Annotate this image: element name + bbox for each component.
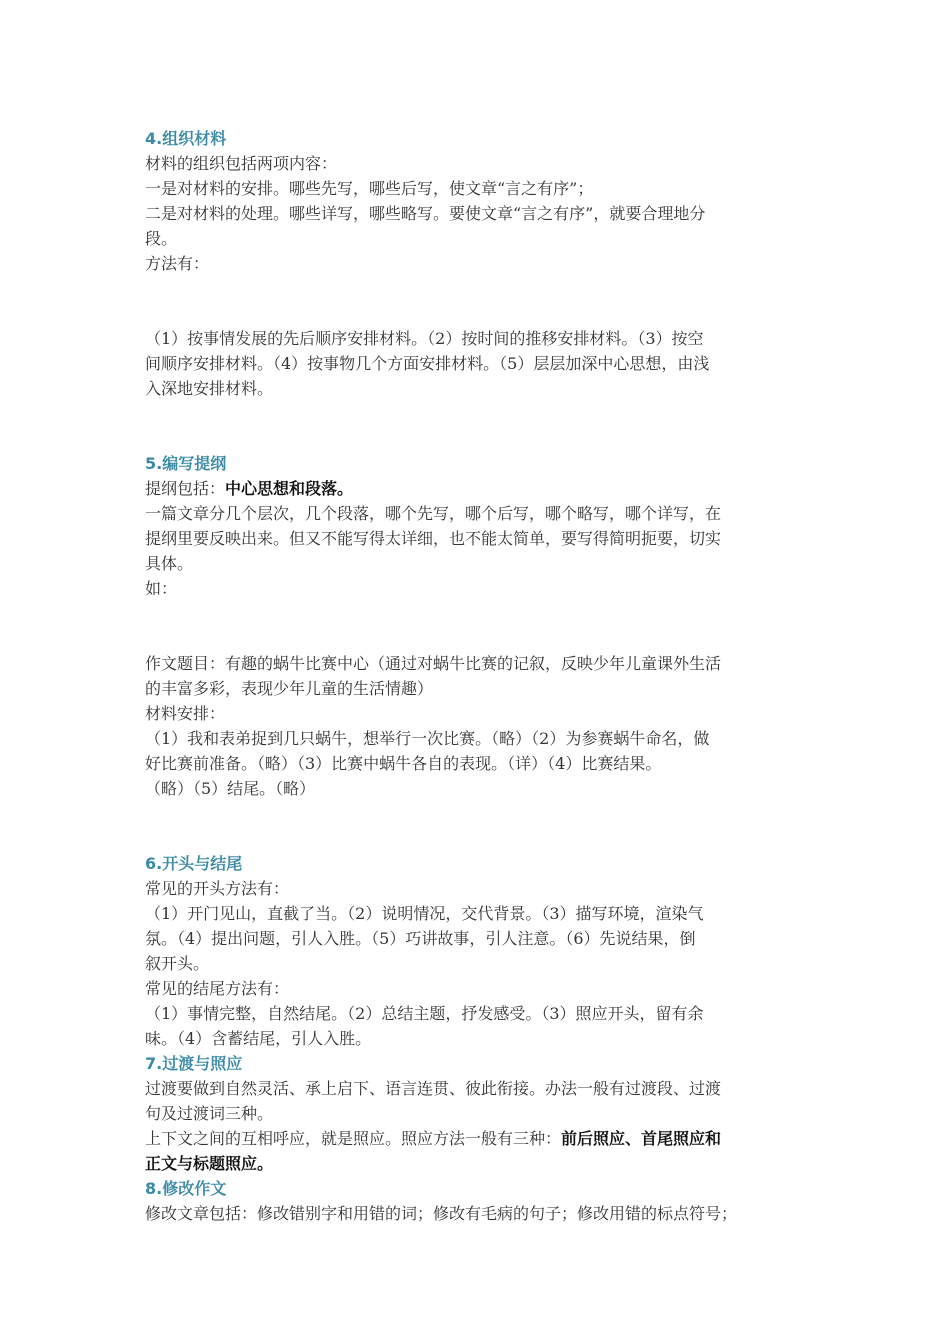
paragraph-line: 修改文章包括：修改错别字和用错的词；修改有毛病的句子；修改用错的标点符号；	[145, 1204, 738, 1223]
paragraph-line: 具体。	[145, 554, 194, 573]
echo-line-2	[145, 1151, 813, 1176]
section-heading-7: 7.过渡与照应	[145, 1054, 243, 1073]
section-heading-8: 8.修改作文	[145, 1179, 227, 1198]
paragraph-line: 作文题目：有趣的蜗牛比赛中心（通过对蜗牛比赛的记叙，反映少年儿童课外生活	[145, 654, 722, 673]
paragraph-line: 材料的组织包括两项内容：	[145, 154, 338, 173]
echo-bold-2: 正文与标题照应。	[145, 1154, 274, 1173]
paragraph-line: 如：	[145, 579, 178, 598]
paragraph-line: （1）我和表弟捉到几只蜗牛，想举行一次比赛。（略）（2）为参赛蜗牛命名，做	[145, 729, 710, 748]
section-heading-5: 5.编写提纲	[145, 454, 227, 473]
paragraph-line: 过渡要做到自然灵活、承上启下、语言连贯、彼此衔接。办法一般有过渡段、过渡	[145, 1079, 722, 1098]
paragraph-line: 二是对材料的处理。哪些详写，哪些略写。要使文章“言之有序”，就要合理地分	[145, 204, 706, 223]
paragraph-line: （略）（5）结尾。（略）	[145, 779, 316, 798]
paragraph-line: 一是对材料的安排。哪些先写，哪些后写，使文章“言之有序”；	[145, 179, 594, 198]
paragraph-line: 的丰富多彩，表现少年儿童的生活情趣）	[145, 679, 434, 698]
paragraph-line: 间顺序安排材料。（4）按事物几个方面安排材料。（5）层层加深中心思想，由浅	[145, 354, 710, 373]
document-body	[145, 126, 813, 1226]
section-heading-6: 6.开头与结尾	[145, 854, 243, 873]
paragraph-line: 叙开头。	[145, 954, 210, 973]
outline-line	[145, 476, 813, 501]
paragraph-line: 常见的开头方法有：	[145, 879, 290, 898]
section-heading-4: 4.组织材料	[145, 129, 227, 148]
paragraph-line: 常见的结尾方法有：	[145, 979, 290, 998]
paragraph-line: 一篇文章分几个层次，几个段落，哪个先写，哪个后写，哪个略写，哪个详写，在	[145, 504, 722, 523]
paragraph-line: 味。（4）含蓄结尾，引人入胜。	[145, 1029, 372, 1048]
paragraph-line: 好比赛前准备。（略）（3）比赛中蜗牛各自的表现。（详）（4）比赛结果。	[145, 754, 662, 773]
paragraph-line: （1）事情完整，自然结尾。（2）总结主题，抒发感受。（3）照应开头，留有余	[145, 1004, 704, 1023]
paragraph-line: 入深地安排材料。	[145, 379, 274, 398]
outline-bold: 中心思想和段落。	[225, 479, 354, 498]
echo-bold: 前后照应、首尾照应和	[561, 1129, 722, 1148]
paragraph-line: 段。	[145, 229, 178, 248]
paragraph-line: 句及过渡词三种。	[145, 1104, 274, 1123]
paragraph-line: 氛。（4）提出问题，引人入胜。（5）巧讲故事，引人注意。（6）先说结果，倒	[145, 929, 696, 948]
echo-prefix: 上下文之间的互相呼应，就是照应。照应方法一般有三种：	[145, 1129, 562, 1148]
paragraph-line: （1）按事情发展的先后顺序安排材料。（2）按时间的推移安排材料。（3）按空	[145, 329, 704, 348]
paragraph-line: （1）开门见山，直截了当。（2）说明情况，交代背景。（3）描写环境，渲染气	[145, 904, 704, 923]
paragraph-line: 方法有：	[145, 254, 210, 273]
echo-line	[145, 1126, 813, 1151]
paragraph-line: 提纲里要反映出来。但又不能写得太详细，也不能太简单，要写得简明扼要，切实	[145, 529, 722, 548]
paragraph-line: 材料安排：	[145, 704, 226, 723]
outline-prefix: 提纲包括：	[145, 479, 226, 498]
